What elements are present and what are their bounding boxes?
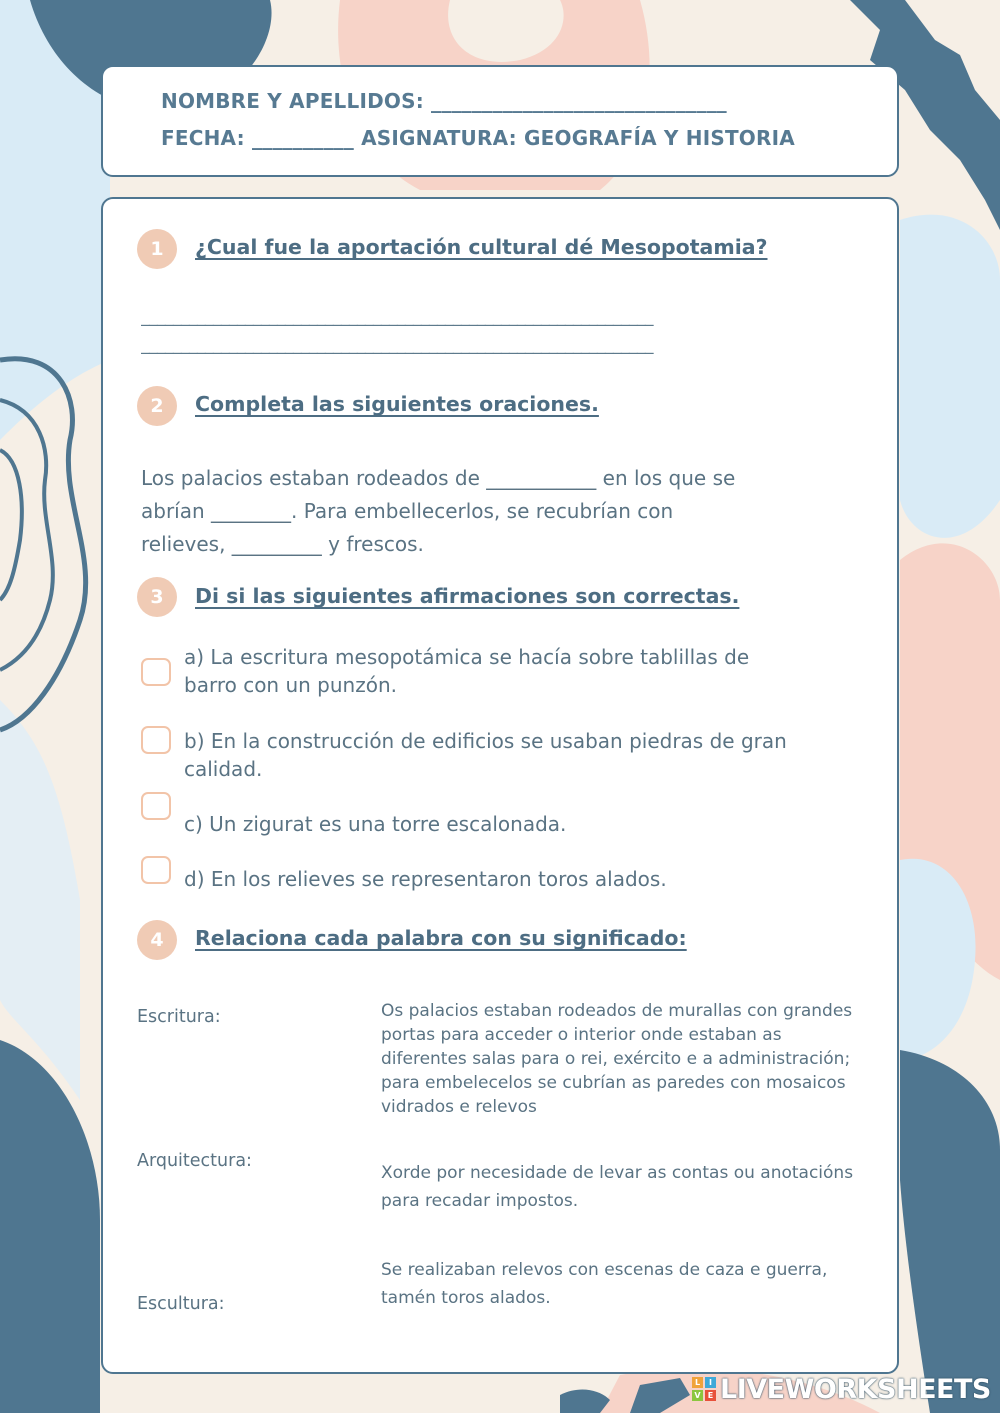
definition-line: vidrados e relevos bbox=[381, 1097, 537, 1117]
statement-line: d) En los relieves se representaron toros alados. bbox=[184, 867, 667, 891]
question-number-badge: 3 bbox=[137, 577, 177, 617]
statement-line: calidad. bbox=[184, 757, 263, 781]
checkbox-b[interactable] bbox=[141, 726, 171, 754]
answer-line-2[interactable]: ________________________________________________________________ bbox=[141, 335, 653, 355]
definition-2[interactable] bbox=[381, 1159, 881, 1215]
statement-b bbox=[184, 727, 824, 783]
paragraph-line[interactable]: Los palacios estaban rodeados de ___________ en los que se bbox=[141, 466, 736, 490]
term-escritura[interactable]: Escritura: bbox=[137, 1007, 221, 1027]
logo-letter: I bbox=[705, 1377, 716, 1388]
definition-line: Os palacios estaban rodeados de murallas con grandes bbox=[381, 1001, 853, 1021]
question-number-badge: 4 bbox=[137, 920, 177, 960]
paragraph-line[interactable]: abrían ________. Para embellecerlos, se recubrían con bbox=[141, 499, 674, 523]
header-card bbox=[101, 65, 899, 177]
statement-c bbox=[184, 810, 824, 838]
logo-icon bbox=[692, 1377, 716, 1401]
question-4-title: Relaciona cada palabra con su significado: bbox=[195, 926, 687, 950]
checkbox-a[interactable] bbox=[141, 658, 171, 686]
term-escultura[interactable]: Escultura: bbox=[137, 1294, 225, 1314]
question-1-title: ¿Cual fue la aportación cultural dé Mesopotamia? bbox=[195, 235, 768, 259]
date-subject-line[interactable]: FECHA: __________ ASIGNATURA: GEOGRAFÍA Y HISTORIA bbox=[161, 126, 795, 150]
statement-line: c) Un zigurat es una torre escalonada. bbox=[184, 812, 567, 836]
definition-line: diferentes salas para o rei, exército e a administración; bbox=[381, 1049, 851, 1069]
term-arquitectura[interactable]: Arquitectura: bbox=[137, 1151, 252, 1171]
logo-letter: E bbox=[705, 1390, 716, 1401]
question-2-title: Completa las siguientes oraciones. bbox=[195, 392, 599, 416]
definition-line: para recadar impostos. bbox=[381, 1191, 579, 1211]
definition-line: Xorde por necesidade de levar as contas ou anotacións bbox=[381, 1163, 854, 1183]
definition-line: Se realizaban relevos con escenas de caza e guerra, bbox=[381, 1260, 828, 1280]
statement-d bbox=[184, 865, 824, 893]
definition-3[interactable] bbox=[381, 1256, 881, 1312]
fill-in-paragraph bbox=[141, 462, 801, 561]
definition-line: para embelecelos se cubrían as paredes con mosaicos bbox=[381, 1073, 846, 1093]
question-number-badge: 2 bbox=[137, 386, 177, 426]
statement-line: barro con un punzón. bbox=[184, 673, 397, 697]
paragraph-line[interactable]: relieves, _________ y frescos. bbox=[141, 532, 424, 556]
checkbox-c[interactable] bbox=[141, 792, 171, 820]
checkbox-d[interactable] bbox=[141, 856, 171, 884]
definition-1[interactable] bbox=[381, 999, 881, 1119]
statement-a bbox=[184, 643, 824, 699]
logo-letter: L bbox=[692, 1377, 703, 1388]
answer-line-1[interactable]: ________________________________________________________________ bbox=[141, 307, 653, 327]
brand-name: LIVEWORKSHEETS bbox=[720, 1373, 991, 1405]
statement-line: a) La escritura mesopotámica se hacía sobre tablillas de bbox=[184, 645, 750, 669]
worksheet-card bbox=[101, 197, 899, 1374]
name-field-line[interactable]: NOMBRE Y APELLIDOS: _____________________________ bbox=[161, 89, 727, 113]
liveworksheets-logo[interactable] bbox=[692, 1372, 991, 1406]
definition-line: portas para acceder o interior onde estaban as bbox=[381, 1025, 782, 1045]
definition-line: tamén toros alados. bbox=[381, 1288, 551, 1308]
question-3-title: Di si las siguientes afirmaciones son correctas. bbox=[195, 584, 740, 608]
logo-letter: V bbox=[692, 1390, 703, 1401]
statement-line: b) En la construcción de edificios se usaban piedras de gran bbox=[184, 729, 787, 753]
question-number-badge: 1 bbox=[137, 229, 177, 269]
